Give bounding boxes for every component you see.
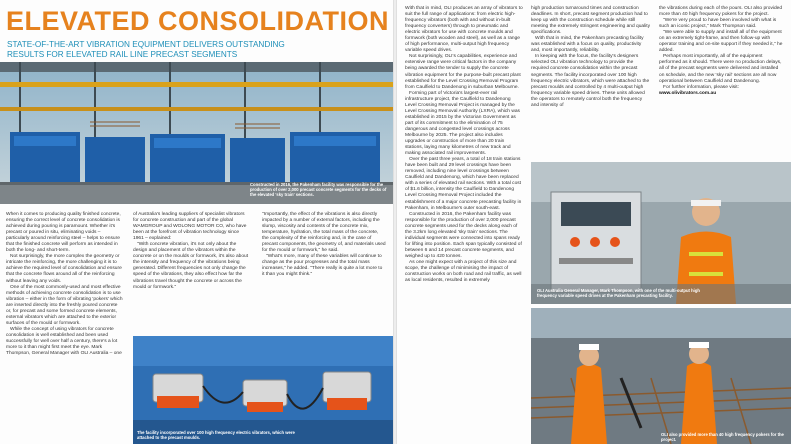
caption-right-bottom-photo: OLI also provided more than 40 high frequency pokers for the project. [661,432,784,442]
variable-speed-drive-illustration [531,162,791,304]
col4-para-4: Over the past three years, a total of 18 train stations have been built and 29 level crossings have been removed, including nine level crossings between Caulfield and Dandenong, which have been replaced with a series of elevated rail sections. With a total cost of $1.6 billion, intensity the Caulfield to Dandenong Level Crossing Removal Project included the establishment of a major concrete precasting facility in Pakenham, in Melbourne's outer south-east. [405,157,522,211]
col1-para-4: While the concept of using vibrators for concrete consolidation is well established and been used successfully for well over half a century, there's a lot more to it than might first meet the eye. Mark Thompson, General Manager with OLI Australia – one [6,326,122,357]
column-6 [659,6,783,97]
col4-para-1: With that in mind, OLI produces an array of vibrators to suit the full range of applications: from electric high-frequency vibrators (both with and without in-built frequency converters) through to pneumatic and electric vibrators for use with concrete moulds and formwork (both wooden and steel), as well as a range of high performance, multi-output high frequency variable speed drives. [405,6,523,54]
column-5 [531,6,651,109]
caption-top-photo: Constructed in 2016, the Pakenham facility was responsible for the production of over 2,000 precast concrete segments for the decks of the elevated 'sky train' sections. [250,182,387,197]
col5-para-1: high production turnaround times and construction deadlines. In short, precast segment production had to keep up with the construction schedule while still meeting the extremely stringent engineering and quality specifications. [531,6,651,36]
col5-para-2: With that in mind, the Pakenham precasting facility was established with a focus on quality, productivity and, most importantly, reliability. [531,36,644,54]
col4-para-6: As one might expect with a project of this size and scope, the challenge of minimising the impact of construction works on both road and rail traffic, as well as local residents, resulted in extremely [405,259,522,284]
website-link[interactable]: www.olivibrators.com.au [659,90,717,96]
col2-para-1: of Australia's leading suppliers of specialist vibrators for concrete construction and part of the global WAMGROUP and WOLONG MOTOR CO, who have been at the forefront of vibration technology since 1961 – explained: [133,212,247,242]
subtitle: STATE-OF-THE-ART VIBRATION EQUIPMENT DELIVERS OUTSTANDING RESULTS FOR ELEVATED RAIL LINE PRECAST SEGMENTS [7,40,285,59]
col1-para-1: When it comes to producing quality finished concrete, ensuring the correct level of concrete consolidation is achieved during pouring is paramount. Whether it's precast or poured in situ, eliminating voids – particularly around reinforcing steel – helps to ensure that the finished concrete will perform as intended in both the long- and short-term. [6,212,121,254]
column-4 [405,6,523,284]
photo-vibrators [133,336,393,444]
col6-para-1: the vibrations during each of the pours. OLI also provided more than 40 high frequency pokers for the project. [659,6,783,18]
column-2 [133,212,251,291]
photo-precast-facility [0,62,393,204]
vibrators-illustration [133,336,393,444]
col1-para-3: One of the most commonly-used and most effective methods of achieving concrete consolidation is to use vibration – either in the form of vibrating 'pokers' which are inserted directly into the freshly poured concrete or, for precast and some formed concrete elements, external vibrators which are attached to the exterior surfaces of the mould or formwork. [6,284,123,326]
column-3 [262,212,386,279]
col4-para-2: Not surprisingly, OLI's capabilities, experience and extensive range were critical factors in the company being awarded the tender to supply the concrete vibration equipment for the purpose-built precast plant established for the Level Crossing Removal Program from Caulfield to Dandenong in suburban Melbourne. [405,54,521,90]
col5-para-3: In keeping with the focus, the facility's designers selected OLI vibration technology to provide the required concrete consolidation within the precast segments. The facility incorporated over 100 high frequency electric vibrators, which were attached to the precast moulds and controlled by 4 multi-output high frequency variable speed drives. These units allowed the operators to remotely control both the frequency and intensity of [531,54,650,108]
col6-para-3: "We were able to supply and install all of the equipment on an extremely tight-frame, and then follow-up with operator training and on-site support if they needed it," he added. [659,30,783,54]
col4-para-5: Constructed in 2016, the Pakenham facility was responsible for the production of over 2,000 precast concrete segments used for the decks along each of the 3.2km long elevated 'sky train' sections. The individual segments were connected into spans ready for lifting into position. Each span typically consisted of between 6 and 14 precast concrete segments, and weighed up to 420 tonnes. [405,211,522,259]
col6-para-2: "We're very proud to have been involved with what is such an iconic project," Mark Thompson said. [659,18,777,30]
column-1 [6,212,124,357]
pokers-illustration [531,308,791,444]
right-page [397,0,791,444]
photo-mark-thompson [531,162,791,304]
photo-pokers [531,308,791,444]
col6-para-4: Perhaps most importantly, all of the equipment performed as it should. There were no production delays, all of the precast segments were delivered and installed on schedule, and the new 'sky rail' sections are all now operational between Caulfield and Dandenong. [659,54,782,84]
headline: ELEVATED CONSOLIDATION [6,6,390,36]
caption-mid-photo: The facility incorporated over 100 high frequency electric vibrators, which were attached to the precast moulds. [137,430,295,440]
col4-para-3: Forming part of Victoria's largest-ever rail infrastructure project, the Caulfield to Dandenong Level Crossing Removal Project is managed by the Level Crossing Removal Authority (LXRA), which was established in 2015 by the Victorian Government as part of its commitment to the elimination of 75 dangerous and congested level crossings across Melbourne by 2025. The project also includes upgrades or construction of more than 20 train stations, laying many kilometres of new track and making associated rail improvements. [405,90,520,157]
left-page [0,0,393,444]
col6-para-5: For further information, please visit: [663,84,739,90]
caption-right-top-photo: OLI Australia General Manager, Mark Thompson, with one of the multi-output high frequency variable speed drives at the Pakenham precasting facility. [537,288,700,298]
col1-para-2: Not surprisingly, the more complex the geometry or intricate the reinforcing, the more challenging it is to achieve the required level of consolidation and ensure that the concrete flows around all of the reinforcing without leaving any voids. [6,254,122,284]
col2-para-2: "With concrete vibration, it's not only about the design and placement of the vibrators within the concrete or on the moulds or formwork, it's also about the intensity and frequency of the vibrations being generated. Different frequencies not only change the speed of the vibrations, they also effect how far the vibrations travel thought the concrete or across the mould or formwork." [133,242,249,290]
col3-para-2: "What's more, many of these variables will continue to change as the pour progresses and the total mass increases," he added. "There really is quite a lot more to it than you might think." [262,254,383,278]
col3-para-1: "Importantly, the effect of the vibrations is also directly impacted by a number of external factors, including the slump, viscosity and contents of the concrete mix, temperature, hydration, the total mass of the concrete, the complexity of the reinforcing and, in the case of precast components, the geometry of, and materials used for the mould or formwork," he said. [262,212,386,254]
